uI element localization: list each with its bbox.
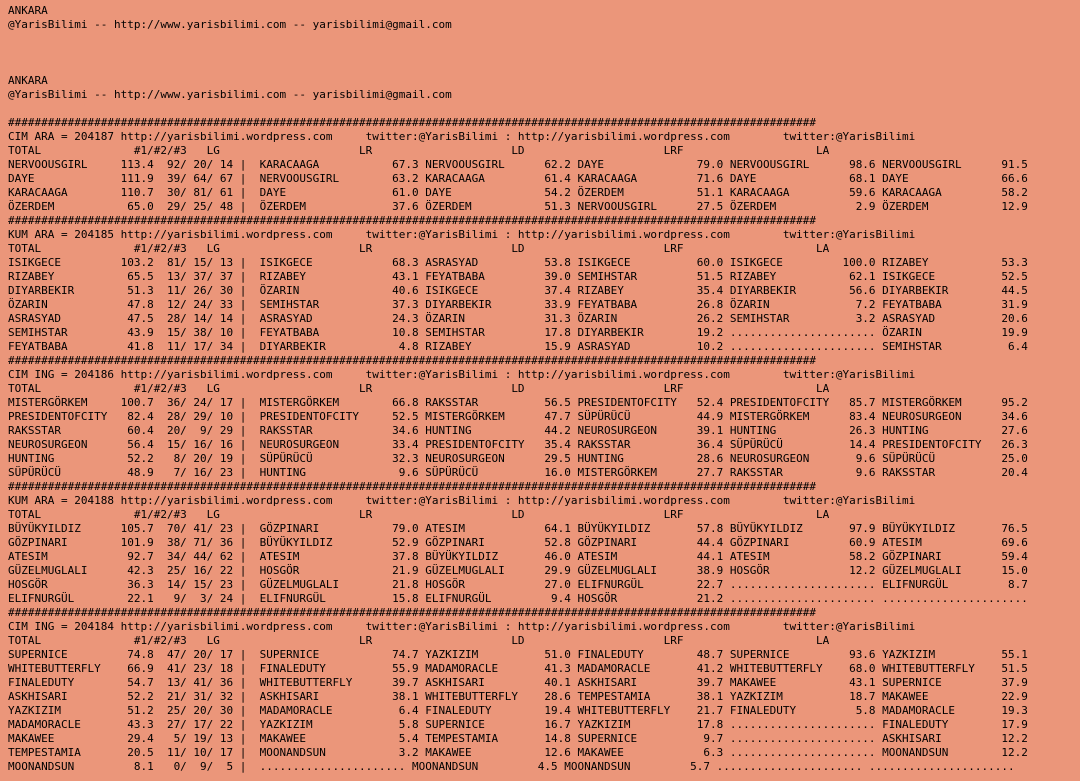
table-row: NERVOOUSGIRL 113.4 92/ 20/ 14 | KARACAAGA 67.3 NERVOOUSGIRL 62.2 DAYE 79.0 NERVOOUSGIRL 98.6 NERVOOUSGIRL 91.5 <box>8 158 1028 171</box>
table-row: GÖZPINARI 101.9 38/ 71/ 36 | BÜYÜKYILDIZ 52.9 GÖZPINARI 52.8 GÖZPINARI 44.4 GÖZPINARI 60.9 ATESIM 69.6 <box>8 536 1028 549</box>
table-row: FINALEDUTY 54.7 13/ 41/ 36 | WHITEBUTTERFLY 39.7 ASKHISARI 40.1 ASKHISARI 39.7 MAKAWEE 43.1 SUPERNICE 37.9 <box>8 676 1028 689</box>
table-row: YAZKIZIM 51.2 25/ 20/ 30 | MADAMORACLE 6.4 FINALEDUTY 19.4 WHITEBUTTERFLY 21.7 FINALEDUTY 5.8 MADAMORACLE 19.3 <box>8 704 1028 717</box>
separator-line: ########################################################################################################################## <box>8 354 816 367</box>
race-block <box>8 480 1080 606</box>
column-header: TOTAL #1/#2/#3 LG LR LD LRF LA <box>8 242 830 255</box>
column-header: TOTAL #1/#2/#3 LG LR LD LRF LA <box>8 634 830 647</box>
race-title: CIM ARA = 204187 http://yarisbilimi.wordpress.com twitter:@YarisBilimi : http://yarisbilimi.wordpress.com twitter:@YarisBilimi <box>8 130 916 143</box>
table-row: SUPERNICE 74.8 47/ 20/ 17 | SUPERNICE 74.7 YAZKIZIM 51.0 FINALEDUTY 48.7 SUPERNICE 93.6 YAZKIZIM 55.1 <box>8 648 1028 661</box>
race-block <box>8 354 1080 480</box>
race-block <box>8 116 1080 214</box>
table-row: SÜPÜRÜCÜ 48.9 7/ 16/ 23 | HUNTING 9.6 SÜPÜRÜCÜ 16.0 MISTERGÖRKEM 27.7 RAKSSTAR 9.6 RAKSSTAR 20.4 <box>8 466 1028 479</box>
table-row: HOSGÖR 36.3 14/ 15/ 23 | GÜZELMUGLALI 21.8 HOSGÖR 27.0 ELIFNURGÜL 22.7 ...................... ELIFNURGÜL 8.7 <box>8 578 1028 591</box>
table-row: FEYATBABA 41.8 11/ 17/ 34 | DIYARBEKIR 4.8 RIZABEY 15.9 ASRASYAD 10.2 ...................... SEMIHSTAR 6.4 <box>8 340 1028 353</box>
table-row: ATESIM 92.7 34/ 44/ 62 | ATESIM 37.8 BÜYÜKYILDIZ 46.0 ATESIM 44.1 ATESIM 58.2 GÖZPINARI 59.4 <box>8 550 1028 563</box>
race-title: CIM ING = 204186 http://yarisbilimi.wordpress.com twitter:@YarisBilimi : http://yarisbilimi.wordpress.com twitter:@YarisBilimi <box>8 368 916 381</box>
race-block <box>8 606 1080 774</box>
table-row: ASRASYAD 47.5 28/ 14/ 14 | ASRASYAD 24.3 ÖZARIN 31.3 ÖZARIN 26.2 SEMIHSTAR 3.2 ASRASYAD 20.6 <box>8 312 1028 325</box>
separator-line: ########################################################################################################################## <box>8 480 816 493</box>
race-list <box>8 116 1080 774</box>
table-row: RIZABEY 65.5 13/ 37/ 37 | RIZABEY 43.1 FEYATBABA 39.0 SEMIHSTAR 51.5 RIZABEY 62.1 ISIKGECE 52.5 <box>8 270 1028 283</box>
table-row: ÖZERDEM 65.0 29/ 25/ 48 | ÖZERDEM 37.6 ÖZERDEM 51.3 NERVOOUSGIRL 27.5 ÖZERDEM 2.9 ÖZERDEM 12.9 <box>8 200 1028 213</box>
table-row: MISTERGÖRKEM 100.7 36/ 24/ 17 | MISTERGÖRKEM 66.8 RAKSSTAR 56.5 PRESIDENTOFCITY 52.4 PRESIDENTOFCITY 85.7 MISTERGÖRKEM 95.2 <box>8 396 1028 409</box>
separator-line: ########################################################################################################################## <box>8 214 816 227</box>
table-row: ÖZARIN 47.8 12/ 24/ 33 | SEMIHSTAR 37.3 DIYARBEKIR 33.9 FEYATBABA 26.8 ÖZARIN 7.2 FEYATBABA 31.9 <box>8 298 1028 311</box>
race-title: KUM ARA = 204185 http://yarisbilimi.wordpress.com twitter:@YarisBilimi : http://yarisbilimi.wordpress.com twitter:@YarisBilimi <box>8 228 916 241</box>
table-row: PRESIDENTOFCITY 82.4 28/ 29/ 10 | PRESIDENTOFCITY 52.5 MISTERGÖRKEM 47.7 SÜPÜRÜCÜ 44.9 MISTERGÖRKEM 83.4 NEUROSURGEON 34.6 <box>8 410 1028 423</box>
table-row: NEUROSURGEON 56.4 15/ 16/ 16 | NEUROSURGEON 33.4 PRESIDENTOFCITY 35.4 RAKSSTAR 36.4 SÜPÜRÜCÜ 14.4 PRESIDENTOFCITY 26.3 <box>8 438 1028 451</box>
column-header: TOTAL #1/#2/#3 LG LR LD LRF LA <box>8 144 830 157</box>
column-header: TOTAL #1/#2/#3 LG LR LD LRF LA <box>8 382 830 395</box>
race-title: CIM ING = 204184 http://yarisbilimi.wordpress.com twitter:@YarisBilimi : http://yarisbilimi.wordpress.com twitter:@YarisBilimi <box>8 620 916 633</box>
spacer <box>8 46 1080 60</box>
table-row: MAKAWEE 29.4 5/ 19/ 13 | MAKAWEE 5.4 TEMPESTAMIA 14.8 SUPERNICE 9.7 ...................... ASKHISARI 12.2 <box>8 732 1028 745</box>
city-heading: ANKARA <box>8 4 48 17</box>
separator-line: ########################################################################################################################## <box>8 116 816 129</box>
table-row: KARACAAGA 110.7 30/ 81/ 61 | DAYE 61.0 DAYE 54.2 ÖZERDEM 51.1 KARACAAGA 59.6 KARACAAGA 58.2 <box>8 186 1028 199</box>
table-row: BÜYÜKYILDIZ 105.7 70/ 41/ 23 | GÖZPINARI 79.0 ATESIM 64.1 BÜYÜKYILDIZ 57.8 BÜYÜKYILDIZ 97.9 BÜYÜKYILDIZ 76.5 <box>8 522 1028 535</box>
table-row: RAKSSTAR 60.4 20/ 9/ 29 | RAKSSTAR 34.6 HUNTING 44.2 NEUROSURGEON 39.1 HUNTING 26.3 HUNTING 27.6 <box>8 424 1028 437</box>
table-row: MOONANDSUN 8.1 0/ 9/ 5 | ...................... MOONANDSUN 4.5 MOONANDSUN 5.7 ...................... ...................... <box>8 760 1015 773</box>
table-row: DIYARBEKIR 51.3 11/ 26/ 30 | ÖZARIN 40.6 ISIKGECE 37.4 RIZABEY 35.4 DIYARBEKIR 56.6 DIYARBEKIR 44.5 <box>8 284 1028 297</box>
table-row: HUNTING 52.2 8/ 20/ 19 | SÜPÜRÜCÜ 32.3 NEUROSURGEON 29.5 HUNTING 28.6 NEUROSURGEON 9.6 SÜPÜRÜCÜ 25.0 <box>8 452 1028 465</box>
table-row: MADAMORACLE 43.3 27/ 17/ 22 | YAZKIZIM 5.8 SUPERNICE 16.7 YAZKIZIM 17.8 ...................... FINALEDUTY 17.9 <box>8 718 1028 731</box>
spacer <box>8 102 1080 116</box>
column-header: TOTAL #1/#2/#3 LG LR LD LRF LA <box>8 508 830 521</box>
spacer <box>8 32 1080 46</box>
contact-line: @YarisBilimi -- http://www.yarisbilimi.com -- yarisbilimi@gmail.com <box>8 88 452 101</box>
race-block <box>8 214 1080 354</box>
table-row: SEMIHSTAR 43.9 15/ 38/ 10 | FEYATBABA 10.8 SEMIHSTAR 17.8 DIYARBEKIR 19.2 ...................... ÖZARIN 19.9 <box>8 326 1028 339</box>
table-row: GÜZELMUGLALI 42.3 25/ 16/ 22 | HOSGÖR 21.9 GÜZELMUGLALI 29.9 GÜZELMUGLALI 38.9 HOSGÖR 12.2 GÜZELMUGLALI 15.0 <box>8 564 1028 577</box>
table-row: ELIFNURGÜL 22.1 9/ 3/ 24 | ELIFNURGÜL 15.8 ELIFNURGÜL 9.4 HOSGÖR 21.2 ...................... ...................... <box>8 592 1028 605</box>
separator-line: ########################################################################################################################## <box>8 606 816 619</box>
table-row: DAYE 111.9 39/ 64/ 67 | NERVOOUSGIRL 63.2 KARACAAGA 61.4 KARACAAGA 71.6 DAYE 68.1 DAYE 66.6 <box>8 172 1028 185</box>
contact-line: @YarisBilimi -- http://www.yarisbilimi.com -- yarisbilimi@gmail.com <box>8 18 452 31</box>
table-row: WHITEBUTTERFLY 66.9 41/ 23/ 18 | FINALEDUTY 55.9 MADAMORACLE 41.3 MADAMORACLE 41.2 WHITEBUTTERFLY 68.0 WHITEBUTTERFLY 51.5 <box>8 662 1028 675</box>
race-title: KUM ARA = 204188 http://yarisbilimi.wordpress.com twitter:@YarisBilimi : http://yarisbilimi.wordpress.com twitter:@YarisBilimi <box>8 494 916 507</box>
table-row: ISIKGECE 103.2 81/ 15/ 13 | ISIKGECE 68.3 ASRASYAD 53.8 ISIKGECE 60.0 ISIKGECE 100.0 RIZABEY 53.3 <box>8 256 1028 269</box>
table-row: ASKHISARI 52.2 21/ 31/ 32 | ASKHISARI 38.1 WHITEBUTTERFLY 28.6 TEMPESTAMIA 38.1 YAZKIZIM 18.7 MAKAWEE 22.9 <box>8 690 1028 703</box>
table-row: TEMPESTAMIA 20.5 11/ 10/ 17 | MOONANDSUN 3.2 MAKAWEE 12.6 MAKAWEE 6.3 ...................... MOONANDSUN 12.2 <box>8 746 1028 759</box>
city-heading: ANKARA <box>8 74 48 87</box>
spacer <box>8 60 1080 74</box>
